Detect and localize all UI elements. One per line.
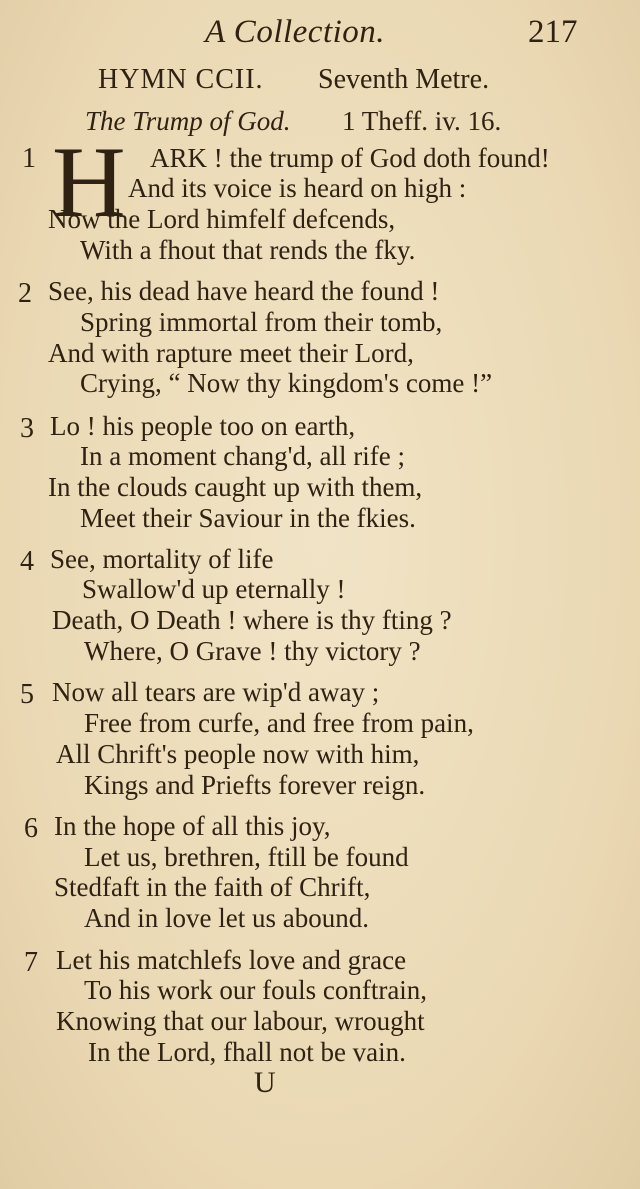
page-number: 217 [528,14,578,50]
verse-line: Stedfaft in the faith of Chrift, [54,872,371,902]
verse-number: 7 [24,947,38,978]
drop-cap: H [52,126,126,239]
verse-line: Meet their Saviour in the fkies. [80,503,416,533]
hymn-metre: Seventh Metre. [318,64,490,95]
verse-line: With a fhout that rends the fky. [80,235,416,265]
verse-line: Now all tears are wip'd away ; [52,677,380,707]
verse-line: Knowing that our labour, wrought [56,1006,425,1036]
verse-line: Crying, “ Now thy kingdom's come !” [80,368,493,398]
verse-line: Kings and Priefts forever reign. [84,770,426,800]
verse-line: See, his dead have heard the found ! [48,276,440,306]
verse-line: Free from curfe, and free from pain, [84,708,474,738]
running-title: A Collection. [205,14,386,50]
verse-line: In the Lord, fhall not be vain. [88,1037,406,1067]
verse-line: Swallow'd up eternally ! [82,574,346,604]
verse-number: 2 [18,278,32,309]
verse-line: And in love let us abound. [84,903,369,933]
catchword: U [254,1066,276,1099]
verse-line: ARK ! the trump of God doth found! [150,143,550,173]
hymn-number: HYMN CCII. [98,64,264,95]
verse-line: In a moment chang'd, all rife ; [80,441,406,471]
scripture-reference: 1 Theff. iv. 16. [342,106,502,136]
verse-number: 3 [20,413,34,444]
verse-number: 5 [20,679,34,710]
verse-line: Death, O Death ! where is thy fting ? [52,605,452,635]
verse-line: Spring immortal from their tomb, [80,307,443,337]
verse-line: And its voice is heard on high : [128,173,467,203]
verse-line: All Chrift's people now with him, [56,739,420,769]
verse-number: 4 [20,546,34,577]
verse-line: To his work our fouls conftrain, [84,975,428,1005]
verse-number: 1 [22,143,36,174]
verse-line: Where, O Grave ! thy victory ? [84,636,421,666]
running-head [0,14,640,54]
verse-line: In the clouds caught up with them, [48,472,423,502]
hymn-subtitle: The Trump of God. [85,106,291,136]
verse-line: See, mortality of life [50,544,274,574]
verse-line: And with rapture meet their Lord, [48,338,414,368]
verse-line: Let us, brethren, ftill be found [84,842,409,872]
verse-line: Lo ! his people too on earth, [50,411,356,441]
hymn-heading [0,64,640,100]
verse-line: In the hope of all this joy, [54,811,331,841]
verse-number: 6 [24,813,38,844]
verse-line: Now the Lord himfelf defcends, [48,204,396,234]
verse-line: Let his matchlefs love and grace [56,945,407,975]
